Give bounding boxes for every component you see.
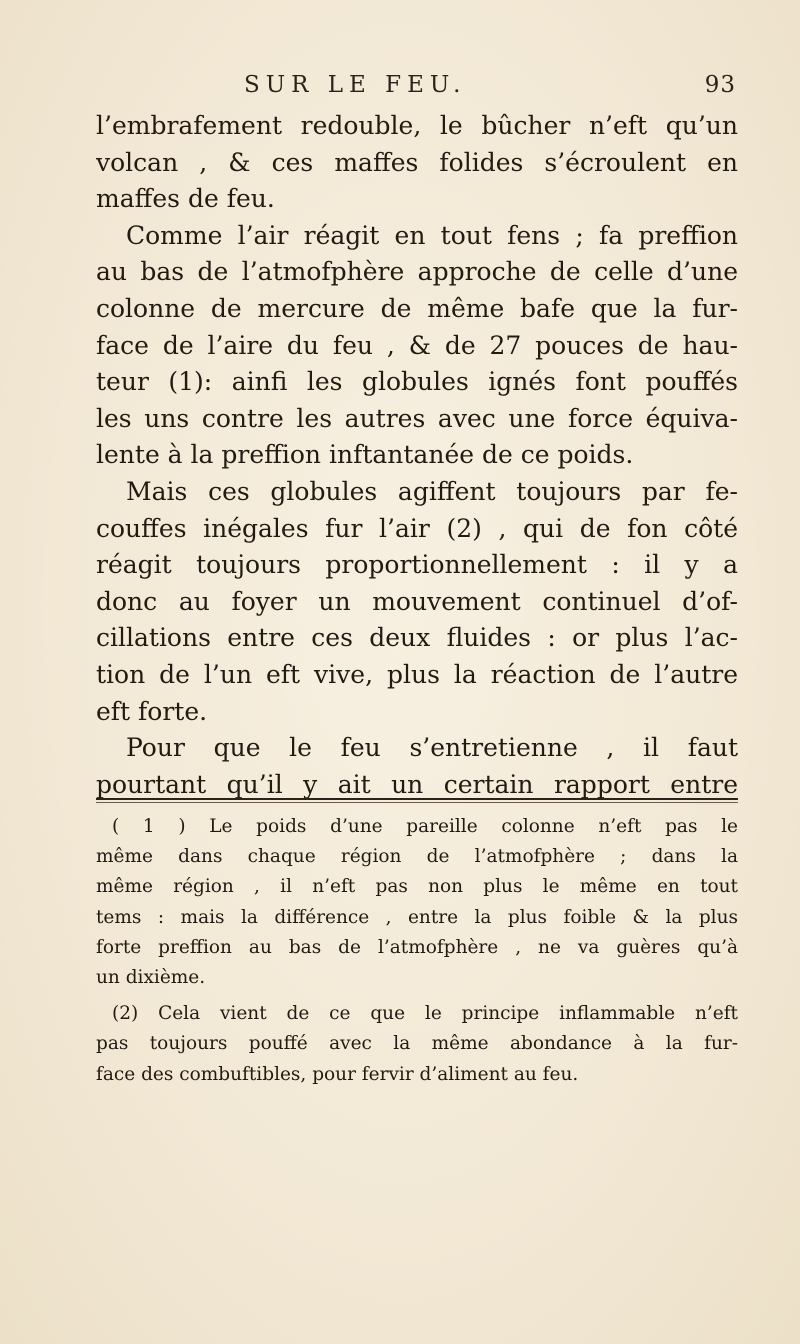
text-line: couffes inégales fur l’air (2) , qui de fon côté [96, 513, 738, 543]
text-line: teur (1): ainfi les globules ignés font pouffés [96, 367, 738, 397]
running-title: SUR LE FEU. [244, 72, 467, 98]
footnote-line: ( 1 ) Le poids d’une pareille colonne n’eft pas le [112, 816, 738, 837]
text-line: Comme l’air réagit en tout fens ; fa preffion [126, 220, 738, 250]
text-line: eft forte. [96, 696, 208, 726]
text-line: lente à la preffion inftantanée de ce poids. [96, 440, 634, 470]
footnote-rule-thin [96, 802, 738, 803]
text-line: Mais ces globules agiffent toujours par fe- [126, 476, 738, 506]
footnote-1 [96, 812, 738, 993]
text-line: donc au foyer un mouvement continuel d’of- [96, 586, 738, 616]
text-line: les uns contre les autres avec une force équiva- [96, 403, 738, 433]
text-line: Pour que le feu s’entretienne , il faut [126, 733, 738, 763]
text-line: volcan , & ces maffes folides s’écroulent en [96, 147, 738, 177]
footnote-line: même dans chaque région de l’atmofphère ; dans la [96, 846, 738, 868]
footnote-line: pas toujours pouffé avec la même abondance à la fur- [96, 1033, 738, 1055]
footnote-line: tems : mais la différence , entre la plus foible & la plus [96, 906, 738, 928]
footnote-rule [96, 798, 738, 800]
text-line: au bas de l’atmofphère approche de celle d’une [96, 257, 738, 287]
text-line: réagit toujours proportionnellement : il y a [96, 550, 738, 580]
text-line: l’embrafement redouble, le bûcher n’eft qu’un [96, 111, 738, 140]
text-line: cillations entre ces deux fluides : or plus l’ac- [96, 623, 738, 653]
footnote-line: même région , il n’eft pas non plus le même en tout [96, 876, 738, 898]
footnote-line: forte preffion au bas de l’atmofphère , ne va guères qu’à [96, 936, 738, 958]
footnote-line: face des combuftibles, pour fervir d’aliment au feu. [96, 1063, 579, 1085]
body-text [96, 108, 738, 803]
text-line: colonne de mercure de même bafe que la fur- [96, 293, 738, 323]
text-line: tion de l’un eft vive, plus la réaction de l’autre [96, 659, 738, 689]
footnote-line: (2) Cela vient de ce que le principe inflammable n’eft [112, 1003, 738, 1025]
text-line: maffes de feu. [96, 184, 275, 214]
text-line: face de l’aire du feu , & de 27 pouces de hau- [96, 330, 738, 360]
running-head [96, 72, 736, 106]
footnote-line: un dixième. [96, 966, 206, 988]
text-line: pourtant qu’il y ait un certain rapport entre [96, 769, 738, 799]
footnote-2 [96, 999, 738, 1090]
page-number: 93 [704, 72, 736, 98]
footnotes [96, 812, 738, 1096]
